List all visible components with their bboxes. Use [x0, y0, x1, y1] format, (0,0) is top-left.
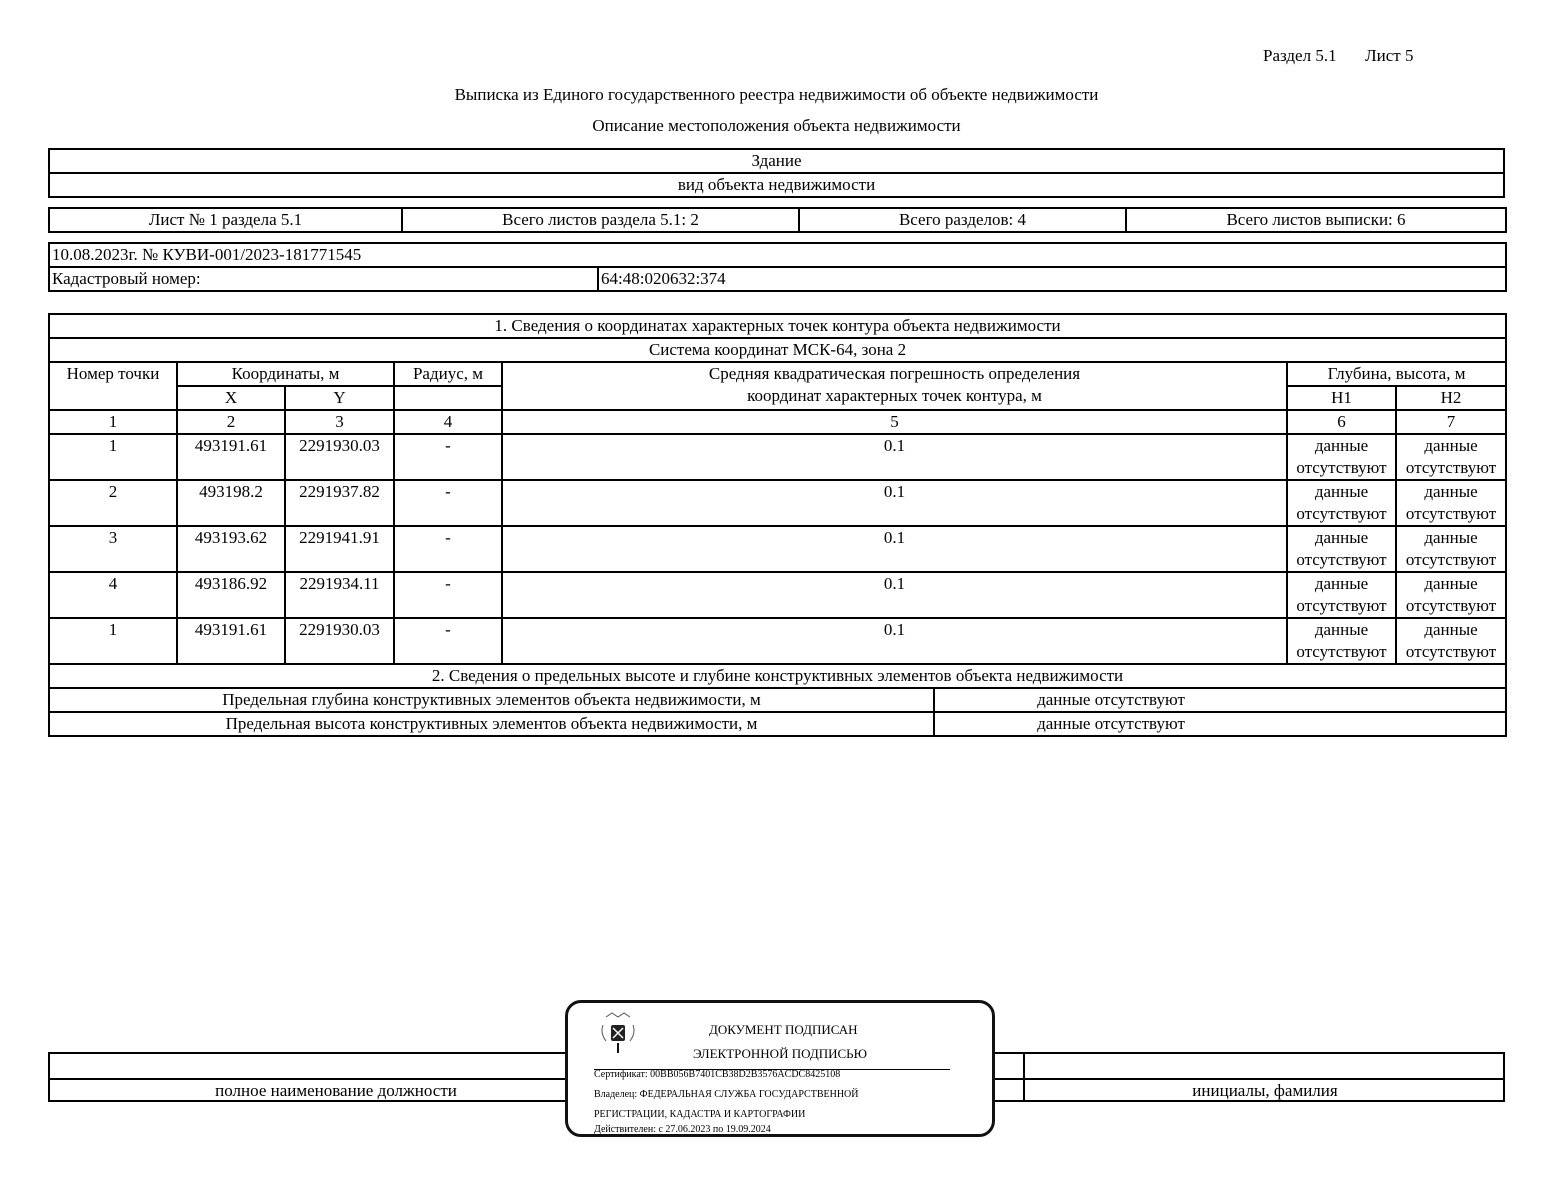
position-caption: полное наименование должности: [215, 1081, 457, 1100]
coord-x: 493191.61: [177, 618, 285, 664]
table-row: [49, 618, 1506, 664]
error: 0.1: [502, 572, 1287, 618]
coord-y: 2291930.03: [285, 434, 394, 480]
section-label: Раздел 5.1: [1263, 46, 1337, 65]
total-sheets-extract: Всего листов выписки: 6: [1126, 208, 1506, 232]
h1-line2: отсутствуют: [1296, 504, 1387, 523]
coord-x: 493186.92: [177, 572, 285, 618]
header-radius-empty: [394, 386, 502, 410]
h2-line2: отсутствуют: [1405, 642, 1497, 661]
h1-line1: данные: [1314, 620, 1369, 639]
table-row: [49, 572, 1506, 618]
h2: [1396, 526, 1506, 572]
h2-line1: данные: [1424, 436, 1478, 455]
h2-line2: отсутствуют: [1405, 596, 1497, 615]
stamp-validity: Действителен: с 27.06.2023 по 19.09.2024: [594, 1124, 771, 1135]
date-number: 10.08.2023г. № КУВИ-001/2023-181771545: [49, 243, 1506, 267]
section1-title: 1. Сведения о координатах характерных точек контура объекта недвижимости: [49, 314, 1506, 338]
header-depth: Глубина, высота, м: [1287, 362, 1506, 386]
radius: -: [394, 480, 502, 526]
document-title: Выписка из Единого государственного реестра недвижимости об объекте недвижимости: [454, 85, 1099, 104]
h2: [1396, 434, 1506, 480]
h1: [1287, 526, 1396, 572]
point-number: 1: [49, 618, 177, 664]
depth-value-tail: [1287, 688, 1506, 712]
object-type-value: Здание: [49, 149, 1504, 173]
point-number: 4: [49, 572, 177, 618]
col-number: 2: [177, 410, 285, 434]
coord-y: 2291930.03: [285, 618, 394, 664]
total-sheets-section: Всего листов раздела 5.1: 2: [402, 208, 799, 232]
error: 0.1: [502, 618, 1287, 664]
sheet-info-table: [48, 207, 1507, 233]
h2: [1396, 618, 1506, 664]
h2-line2: отсутствуют: [1405, 550, 1497, 569]
radius: -: [394, 526, 502, 572]
section2-height-row: [49, 712, 1287, 736]
h2-line1: данные: [1424, 482, 1478, 501]
table-row: [49, 434, 1506, 480]
stamp-certificate: Сертификат: 00BB056B7401CB38D2B3576ACDC8425108: [594, 1069, 841, 1080]
h1-line2: отсутствуют: [1296, 550, 1387, 569]
h2: [1396, 572, 1506, 618]
height-label: Предельная высота конструктивных элементов объекта недвижимости, м: [50, 713, 935, 735]
h1-line2: отсутствуют: [1296, 458, 1387, 477]
h2: [1396, 480, 1506, 526]
coord-x: 493193.62: [177, 526, 285, 572]
depth-label: Предельная глубина конструктивных элементов объекта недвижимости, м: [50, 689, 935, 711]
total-sections: Всего разделов: 4: [799, 208, 1126, 232]
stamp-line2: ЭЛЕКТРОННОЙ ПОДПИСЬЮ: [693, 1046, 867, 1061]
col-number: 7: [1396, 410, 1506, 434]
header-h2: H2: [1396, 386, 1506, 410]
error: 0.1: [502, 434, 1287, 480]
point-number: 1: [49, 434, 177, 480]
coord-y: 2291937.82: [285, 480, 394, 526]
table-row: [49, 480, 1506, 526]
table-row: [49, 526, 1506, 572]
error: 0.1: [502, 526, 1287, 572]
h1-line2: отсутствуют: [1296, 596, 1387, 615]
column-numbers-row: [49, 410, 1506, 434]
header-error-line1: Средняя квадратическая погрешность определения: [708, 364, 1081, 383]
col-number: 3: [285, 410, 394, 434]
stamp-line1: ДОКУМЕНТ ПОДПИСАН: [709, 1022, 858, 1037]
signature-stamp: [565, 1000, 995, 1137]
header-radius: Радиус, м: [394, 362, 502, 386]
height-value: данные отсутствуют: [1037, 714, 1185, 733]
name-caption: инициалы, фамилия: [1192, 1081, 1338, 1100]
height-value-tail: [1287, 712, 1506, 736]
registration-table: [48, 242, 1507, 292]
h2-line2: отсутствуют: [1405, 504, 1497, 523]
coord-x: 493198.2: [177, 480, 285, 526]
h1-line1: данные: [1314, 528, 1369, 547]
sheet-label: Лист 5: [1365, 46, 1414, 65]
point-number: 3: [49, 526, 177, 572]
h2-line1: данные: [1424, 574, 1478, 593]
header-error: [502, 362, 1287, 410]
h1-line1: данные: [1314, 482, 1369, 501]
header-h1: H1: [1287, 386, 1396, 410]
h2-line2: отсутствуют: [1405, 458, 1497, 477]
h1-line1: данные: [1314, 436, 1369, 455]
cadastral-label: Кадастровый номер:: [49, 267, 598, 291]
col-number: 4: [394, 410, 502, 434]
coord-y: 2291934.11: [285, 572, 394, 618]
sheet-number: Лист № 1 раздела 5.1: [49, 208, 402, 232]
section2-title: 2. Сведения о предельных высоте и глубине конструктивных элементов объекта недвижимости: [49, 664, 1506, 688]
header-error-line2: координат характерных точек контура, м: [747, 386, 1042, 405]
stamp-owner1: Владелец: ФЕДЕРАЛЬНАЯ СЛУЖБА ГОСУДАРСТВЕННОЙ: [594, 1089, 859, 1100]
header-y: Y: [285, 386, 394, 410]
coordinate-system: Система координат МСК-64, зона 2: [49, 338, 1506, 362]
emblem-icon: [598, 1011, 638, 1053]
col-number: 1: [49, 410, 177, 434]
document-subtitle: Описание местоположения объекта недвижимости: [592, 116, 961, 135]
page-header: [1263, 46, 1443, 66]
radius: -: [394, 434, 502, 480]
h1: [1287, 572, 1396, 618]
object-type-table: [48, 148, 1505, 198]
coord-x: 493191.61: [177, 434, 285, 480]
radius: -: [394, 572, 502, 618]
h1: [1287, 434, 1396, 480]
h1-line1: данные: [1314, 574, 1369, 593]
col-number: 5: [502, 410, 1287, 434]
section2-depth-row: [49, 688, 1287, 712]
point-number: 2: [49, 480, 177, 526]
object-type-caption: вид объекта недвижимости: [49, 173, 1504, 197]
cadastral-number: 64:48:020632:374: [598, 267, 1506, 291]
h1: [1287, 480, 1396, 526]
stamp-owner2: РЕГИСТРАЦИИ, КАДАСТРА И КАРТОГРАФИИ: [594, 1109, 806, 1120]
header-coords: Координаты, м: [177, 362, 394, 386]
h1: [1287, 618, 1396, 664]
header-point: Номер точки: [49, 362, 177, 410]
depth-value: данные отсутствуют: [1037, 690, 1185, 709]
error: 0.1: [502, 480, 1287, 526]
h2-line1: данные: [1424, 620, 1478, 639]
header-x: X: [177, 386, 285, 410]
coordinates-table: [48, 313, 1507, 737]
radius: -: [394, 618, 502, 664]
coord-y: 2291941.91: [285, 526, 394, 572]
h1-line2: отсутствуют: [1296, 642, 1387, 661]
h2-line1: данные: [1424, 528, 1478, 547]
col-number: 6: [1287, 410, 1396, 434]
